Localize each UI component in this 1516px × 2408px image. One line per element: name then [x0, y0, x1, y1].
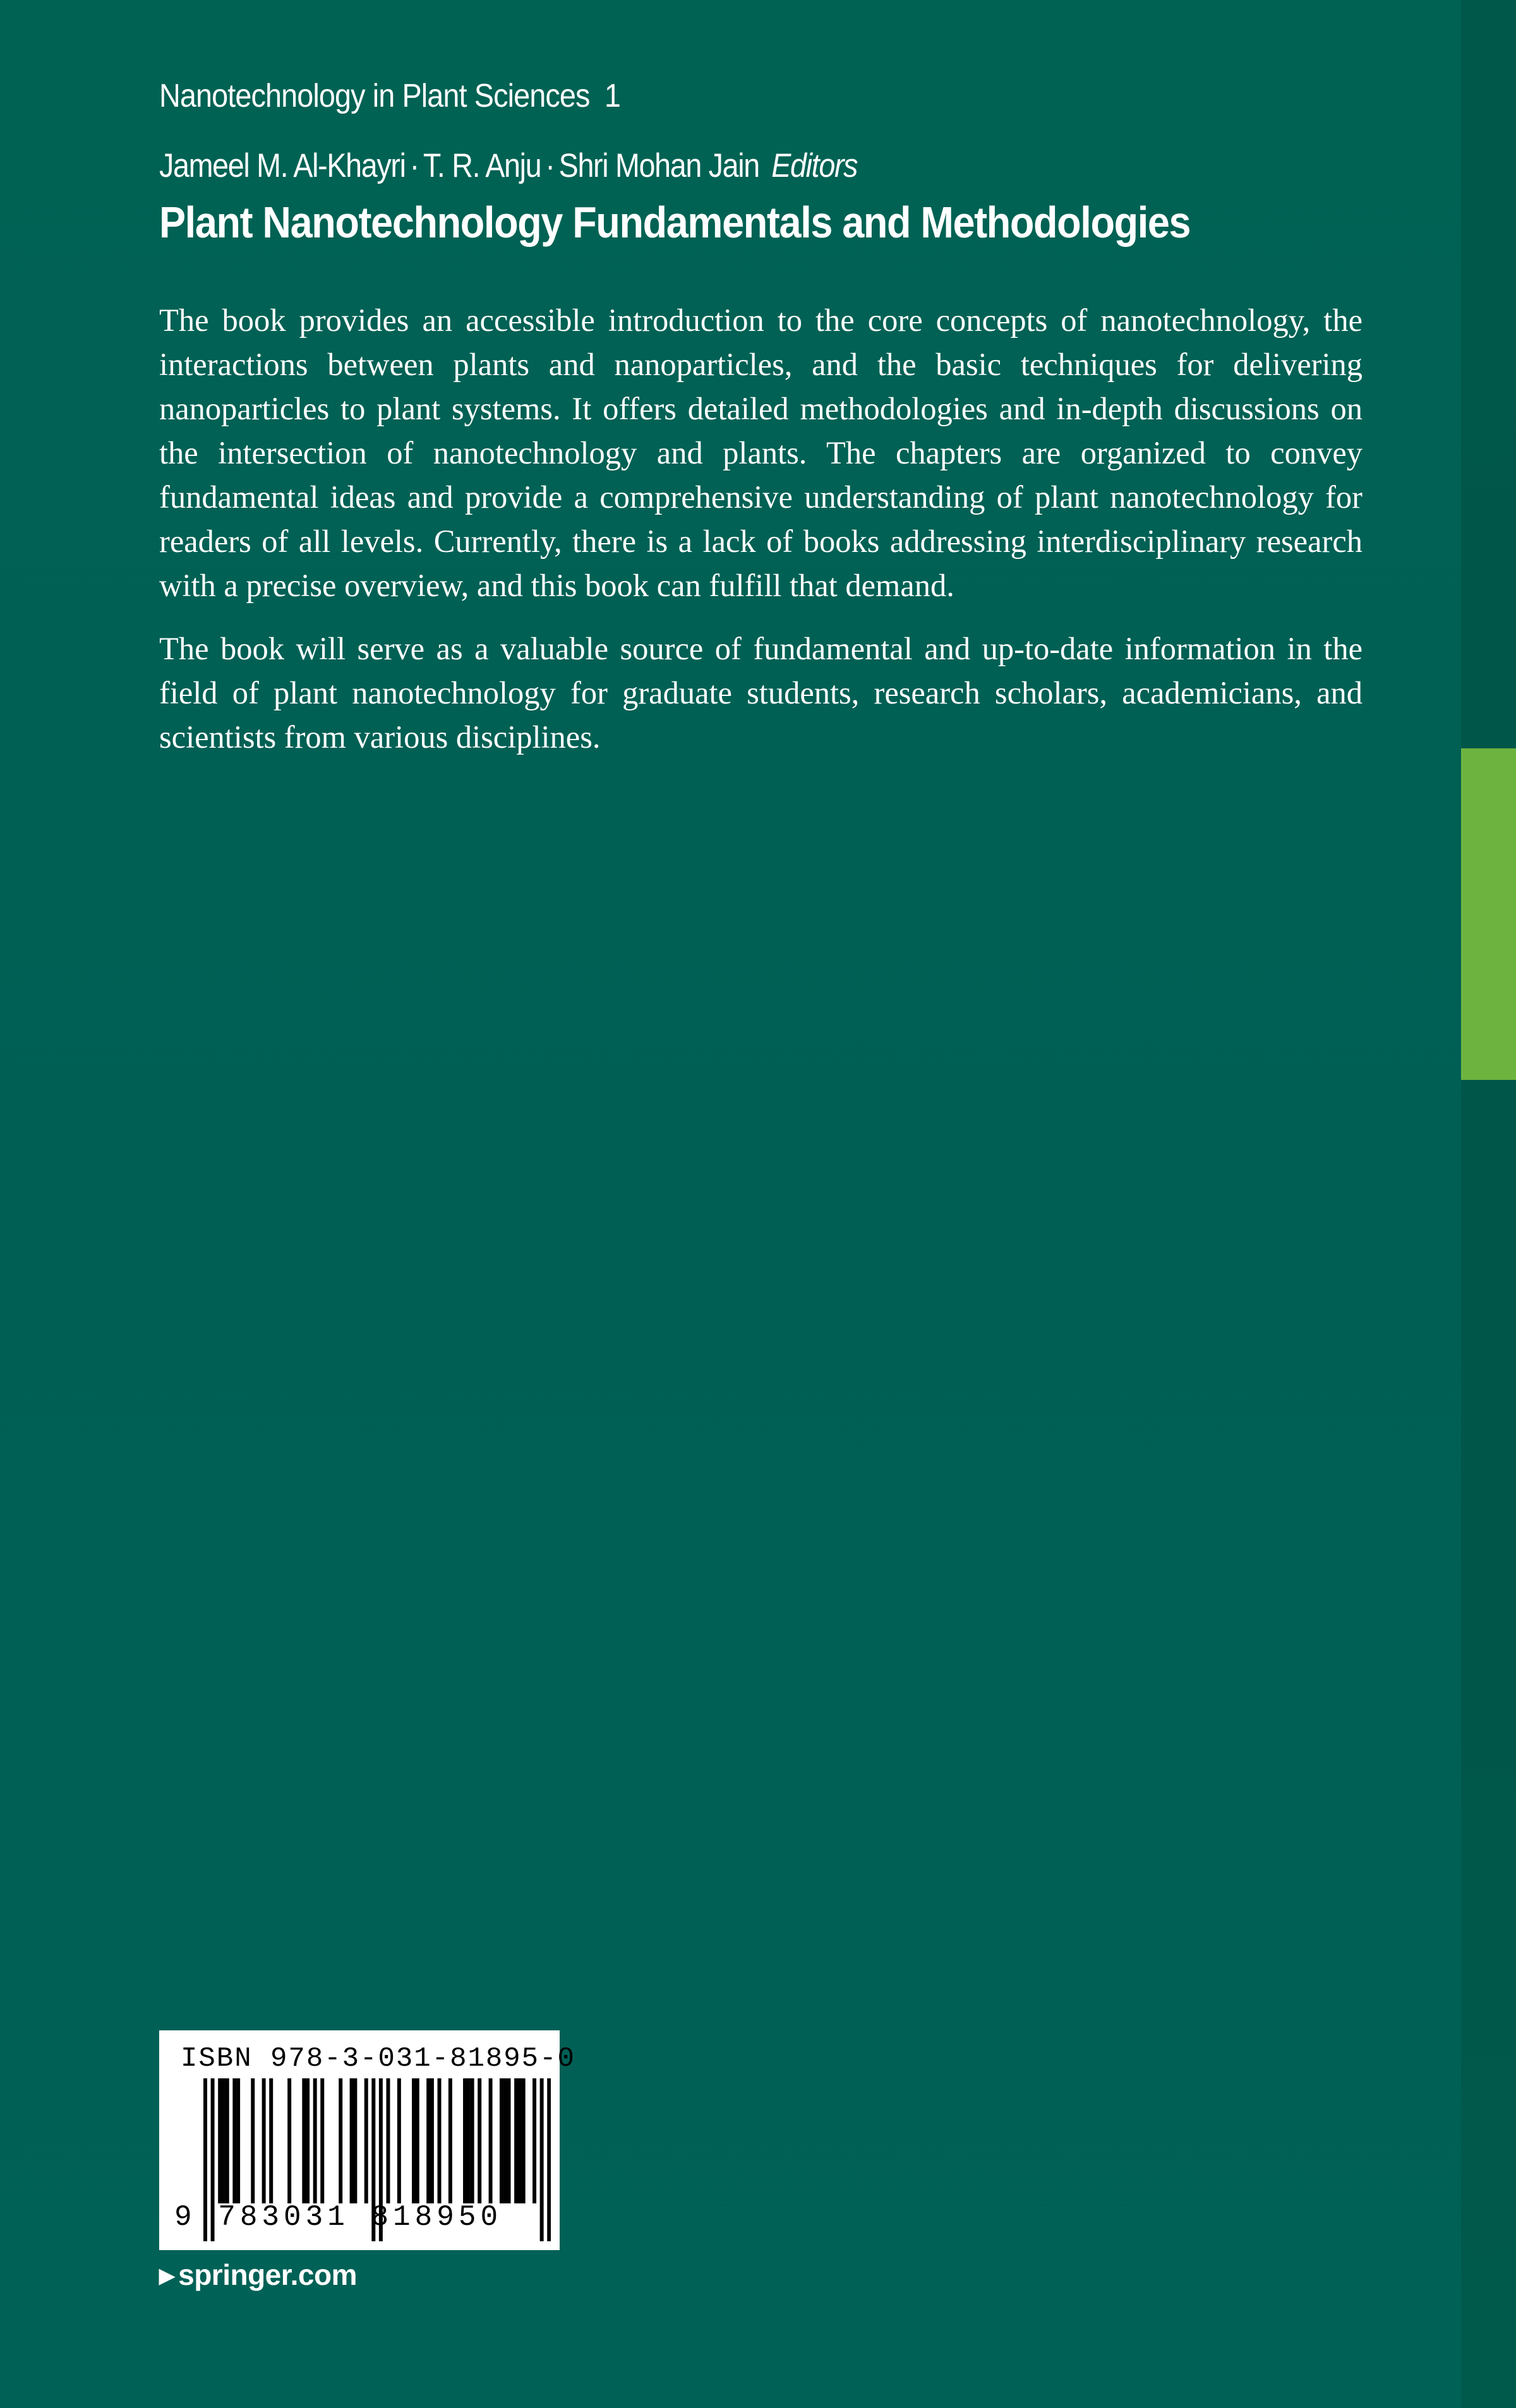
barcode-bar [430, 2078, 434, 2203]
barcode-bar [269, 2078, 273, 2203]
barcode-bar [232, 2078, 236, 2203]
barcode-bar [463, 2078, 467, 2203]
barcode-bar [518, 2078, 522, 2203]
barcode-bar [514, 2078, 518, 2203]
barcode-bar [222, 2078, 226, 2203]
barcode-bar [350, 2078, 354, 2203]
barcode-bar [397, 2078, 401, 2203]
barcode-bar [412, 2078, 416, 2203]
barcode-bar [503, 2078, 507, 2203]
series-line [159, 77, 620, 115]
barcode-bar [448, 2078, 452, 2203]
barcode-bar [540, 2078, 544, 2241]
book-title: Plant Nanotechnology Fundamentals and Methodologies [159, 198, 1191, 247]
barcode-bar [313, 2078, 317, 2203]
publisher-url: springer.com [178, 2258, 357, 2291]
isbn-number: ISBN 978-3-031-81895-0 [181, 2043, 575, 2075]
publisher-link[interactable] [159, 2258, 357, 2292]
editor-name: Shri Mohan Jain [558, 147, 759, 184]
barcode-bar [226, 2078, 229, 2203]
editor-separator: · [409, 147, 419, 184]
barcode-bar [287, 2078, 291, 2203]
editor-separator: · [545, 147, 555, 184]
editors-role: Editors [771, 147, 858, 184]
barcode-bar [522, 2078, 526, 2203]
barcode-bar [489, 2078, 493, 2203]
barcode-bar [471, 2078, 474, 2203]
barcode-bar [416, 2078, 419, 2203]
barcode-bar [251, 2078, 255, 2203]
triangle-right-icon: ▶ [159, 2264, 175, 2287]
barcode-bar [320, 2078, 324, 2203]
barcode-bar [306, 2078, 310, 2203]
barcode-bar [478, 2078, 481, 2203]
green-accent-bar [1461, 748, 1516, 1080]
barcode-bar [500, 2078, 503, 2203]
barcode-bar [438, 2078, 442, 2203]
barcode-bar [467, 2078, 471, 2203]
description-paragraph: The book provides an accessible introduction to the core concepts of nanotechnology, the interactions between plants and nanoparticles, and the basic techniques for delivering nanoparticles to plant systems. It offers detailed methodologies and in-depth discussions on the intersection of nanotechnology and plants. The chapters are organized to convey fundamental ideas and provide a comprehensive understanding of plant nanotechnology for readers of all levels. Currently, there is a lack of books addressing interdisciplinary research with a precise overview, and this book can fulfill that demand. [159, 302, 1363, 603]
series-number: 1 [604, 78, 620, 114]
description-paragraph: The book will serve as a valuable source of fundamental and up-to-date information in the field of plant nanotechnology for graduate students, research scholars, academicians, and scientists from various disciplines. [159, 631, 1363, 755]
editor-name: T. R. Anju [423, 147, 541, 184]
editors-line [159, 147, 857, 185]
barcode-bar [547, 2078, 551, 2241]
barcode-bar [507, 2078, 511, 2203]
barcode-bar [426, 2078, 430, 2203]
spine-edge [1461, 0, 1516, 2408]
barcode-bar [218, 2078, 222, 2203]
barcode-bar [386, 2078, 390, 2203]
series-name: Nanotechnology in Plant Sciences [159, 78, 590, 114]
barcode-bar [302, 2078, 306, 2203]
book-description [159, 298, 1363, 778]
barcode-bar [364, 2078, 368, 2203]
barcode-bar [353, 2078, 357, 2203]
ean-digits: 9 783031 818950 [174, 2201, 503, 2234]
barcode-bar [339, 2078, 342, 2203]
isbn-barcode [159, 2030, 575, 2250]
barcode-bar [262, 2078, 266, 2203]
barcode-bar [236, 2078, 240, 2203]
barcode-bar [532, 2078, 536, 2203]
editor-name: Jameel M. Al-Khayri [159, 147, 406, 184]
